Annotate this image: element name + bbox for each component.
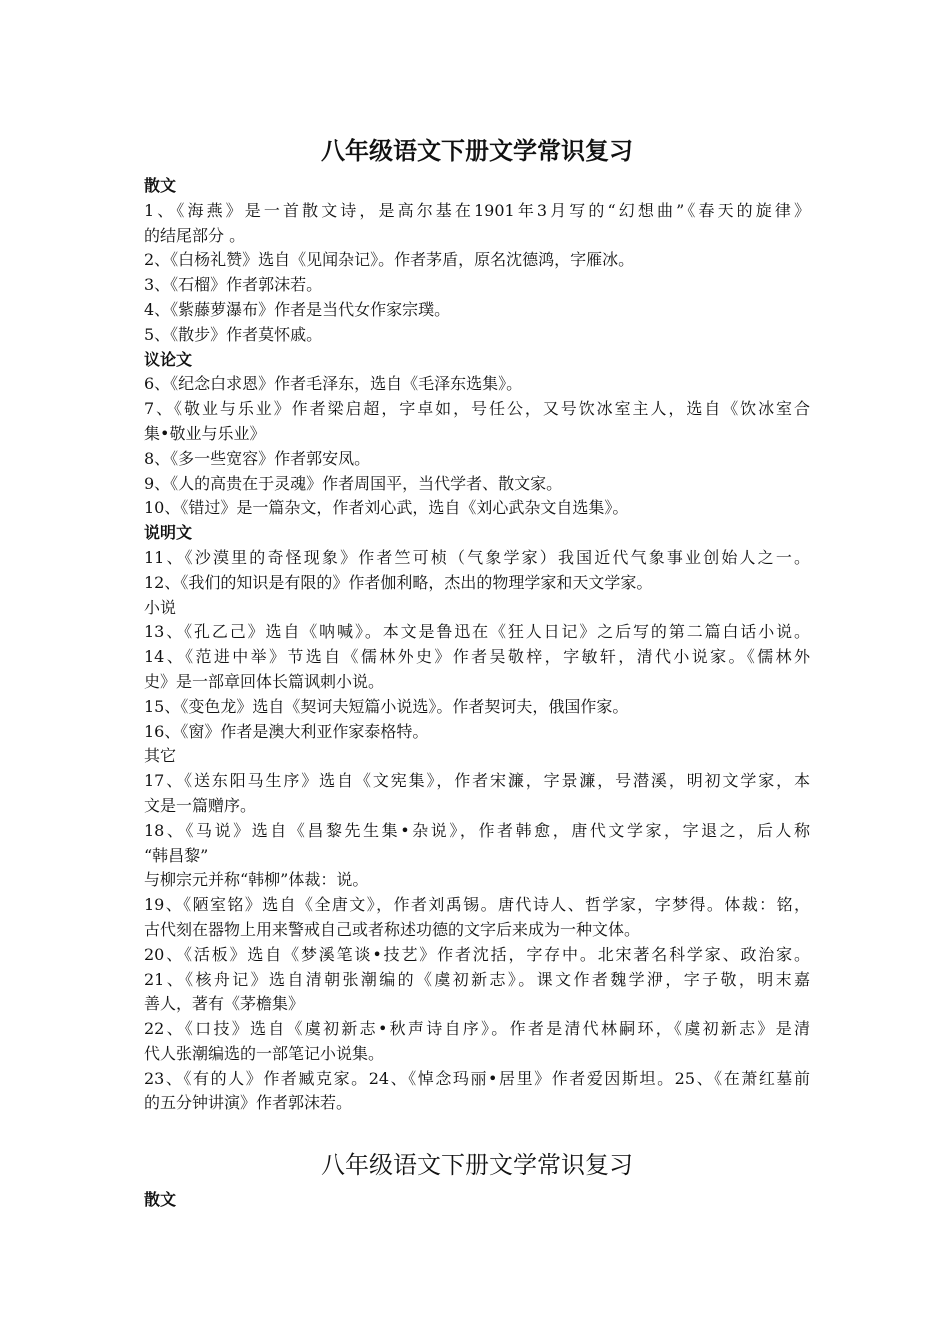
text-line: 14、《范进中举》节选自《儒林外史》作者吴敬梓，字敏轩，清代小说家。《儒林外 [144,647,810,667]
text-line: 13、《孔乙己》选自《呐喊》。本文是鲁迅在《狂人日记》之后写的第二篇白话小说。 [144,622,810,642]
text-line: 7、《敬业与乐业》作者梁启超，字卓如，号任公，又号饮冰室主人，选自《饮冰室合 [144,399,810,419]
section-heading: 散文 [144,176,177,195]
text-line: 12、《我们的知识是有限的》作者伽利略，杰出的物理学家和天文学家。 [144,572,653,592]
text-line: 的五分钟讲演》作者郭沫若。 [144,1093,353,1113]
text-line: 的结尾部分 。 [144,225,246,245]
text-line: 文是一篇赠序。 [144,795,257,815]
repeated-section-heading: 散文 [144,1190,177,1210]
text-line: “韩昌黎” [144,845,209,865]
text-line: 6、《纪念白求恩》作者毛泽东，选自《毛泽东选集》。 [144,374,523,394]
text-line: 4、《紫藤萝瀑布》作者是当代女作家宗璞。 [144,299,451,319]
text-line: 8、《多一些宽容》作者郭安凤。 [144,448,371,468]
section-heading: 小说 [144,597,177,617]
text-line: 16、《窗》作者是澳大利亚作家泰格特。 [144,721,429,741]
text-line: 善人，著有《茅檐集》 [144,994,305,1014]
text-line: 20、《活板》选自《梦溪笔谈•技艺》作者沈括，字存中。北宋著名科学家、政治家。 [144,944,810,964]
text-line: 集•敬业与乐业》 [144,423,266,443]
section-heading: 说明文 [144,523,193,543]
text-line: 15、《变色龙》选自《契诃夫短篇小说选》。作者契诃夫，俄国作家。 [144,696,629,716]
text-line: 23、《有的人》作者臧克家。24、《悼念玛丽•居里》作者爱因斯坦。25、《在萧红墓前 [144,1068,810,1088]
text-line: 与柳宗元并称“韩柳”体裁：说。 [144,870,369,890]
page-title: 八年级语文下册文学常识复习 [321,136,633,165]
text-line: 9、《人的高贵在于灵魂》作者周国平，当代学者、散文家。 [144,473,563,493]
text-line: 18、《马说》选自《昌黎先生集•杂说》，作者韩愈，唐代文学家，字退之，后人称 [144,820,810,840]
text-line: 10、《错过》是一篇杂文，作者刘心武，选自《刘心武杂文自选集》。 [144,498,629,518]
text-line: 21、《核舟记》选自清朝张潮编的《虞初新志》。课文作者魏学洢，字子敬，明末嘉 [144,969,810,989]
section-heading: 议论文 [144,349,193,369]
section-heading: 其它 [144,746,177,766]
text-line: 5、《散步》作者莫怀戚。 [144,324,323,344]
text-line: 19、《陋室铭》选自《全唐文》，作者刘禹锡。唐代诗人、哲学家，字梦得。体裁：铭， [144,895,810,915]
repeated-page-title: 八年级语文下册文学常识复习 [321,1151,633,1180]
text-line: 3、《石榴》作者郭沫若。 [144,275,323,295]
spacer [144,1116,810,1142]
text-line: 22、《口技》选自《虞初新志•秋声诗自序》。作者是清代林嗣环，《虞初新志》是清 [144,1019,810,1039]
document-page [144,128,810,1213]
text-line: 1、《海燕》是一首散文诗，是高尔基在1901年3月写的“幻想曲”《春天的旋律》 [144,200,810,220]
text-line: 2、《白杨礼赞》选自《见闻杂记》。作者茅盾，原名沈德鸿，字雁冰。 [144,250,635,270]
text-line: 17、《送东阳马生序》选自《文宪集》，作者宋濂，字景濂，号潜溪，明初文学家，本 [144,771,810,791]
text-line: 史》是一部章回体长篇讽刺小说。 [144,671,385,691]
text-line: 代人张潮编选的一部笔记小说集。 [144,1043,385,1063]
text-line: 11、《沙漠里的奇怪现象》作者竺可桢（气象学家）我国近代气象事业创始人之一。 [144,547,810,567]
text-line: 古代刻在器物上用来警戒自己或者称述功德的文字后来成为一种文体。 [144,919,641,939]
document-body [144,174,810,1116]
